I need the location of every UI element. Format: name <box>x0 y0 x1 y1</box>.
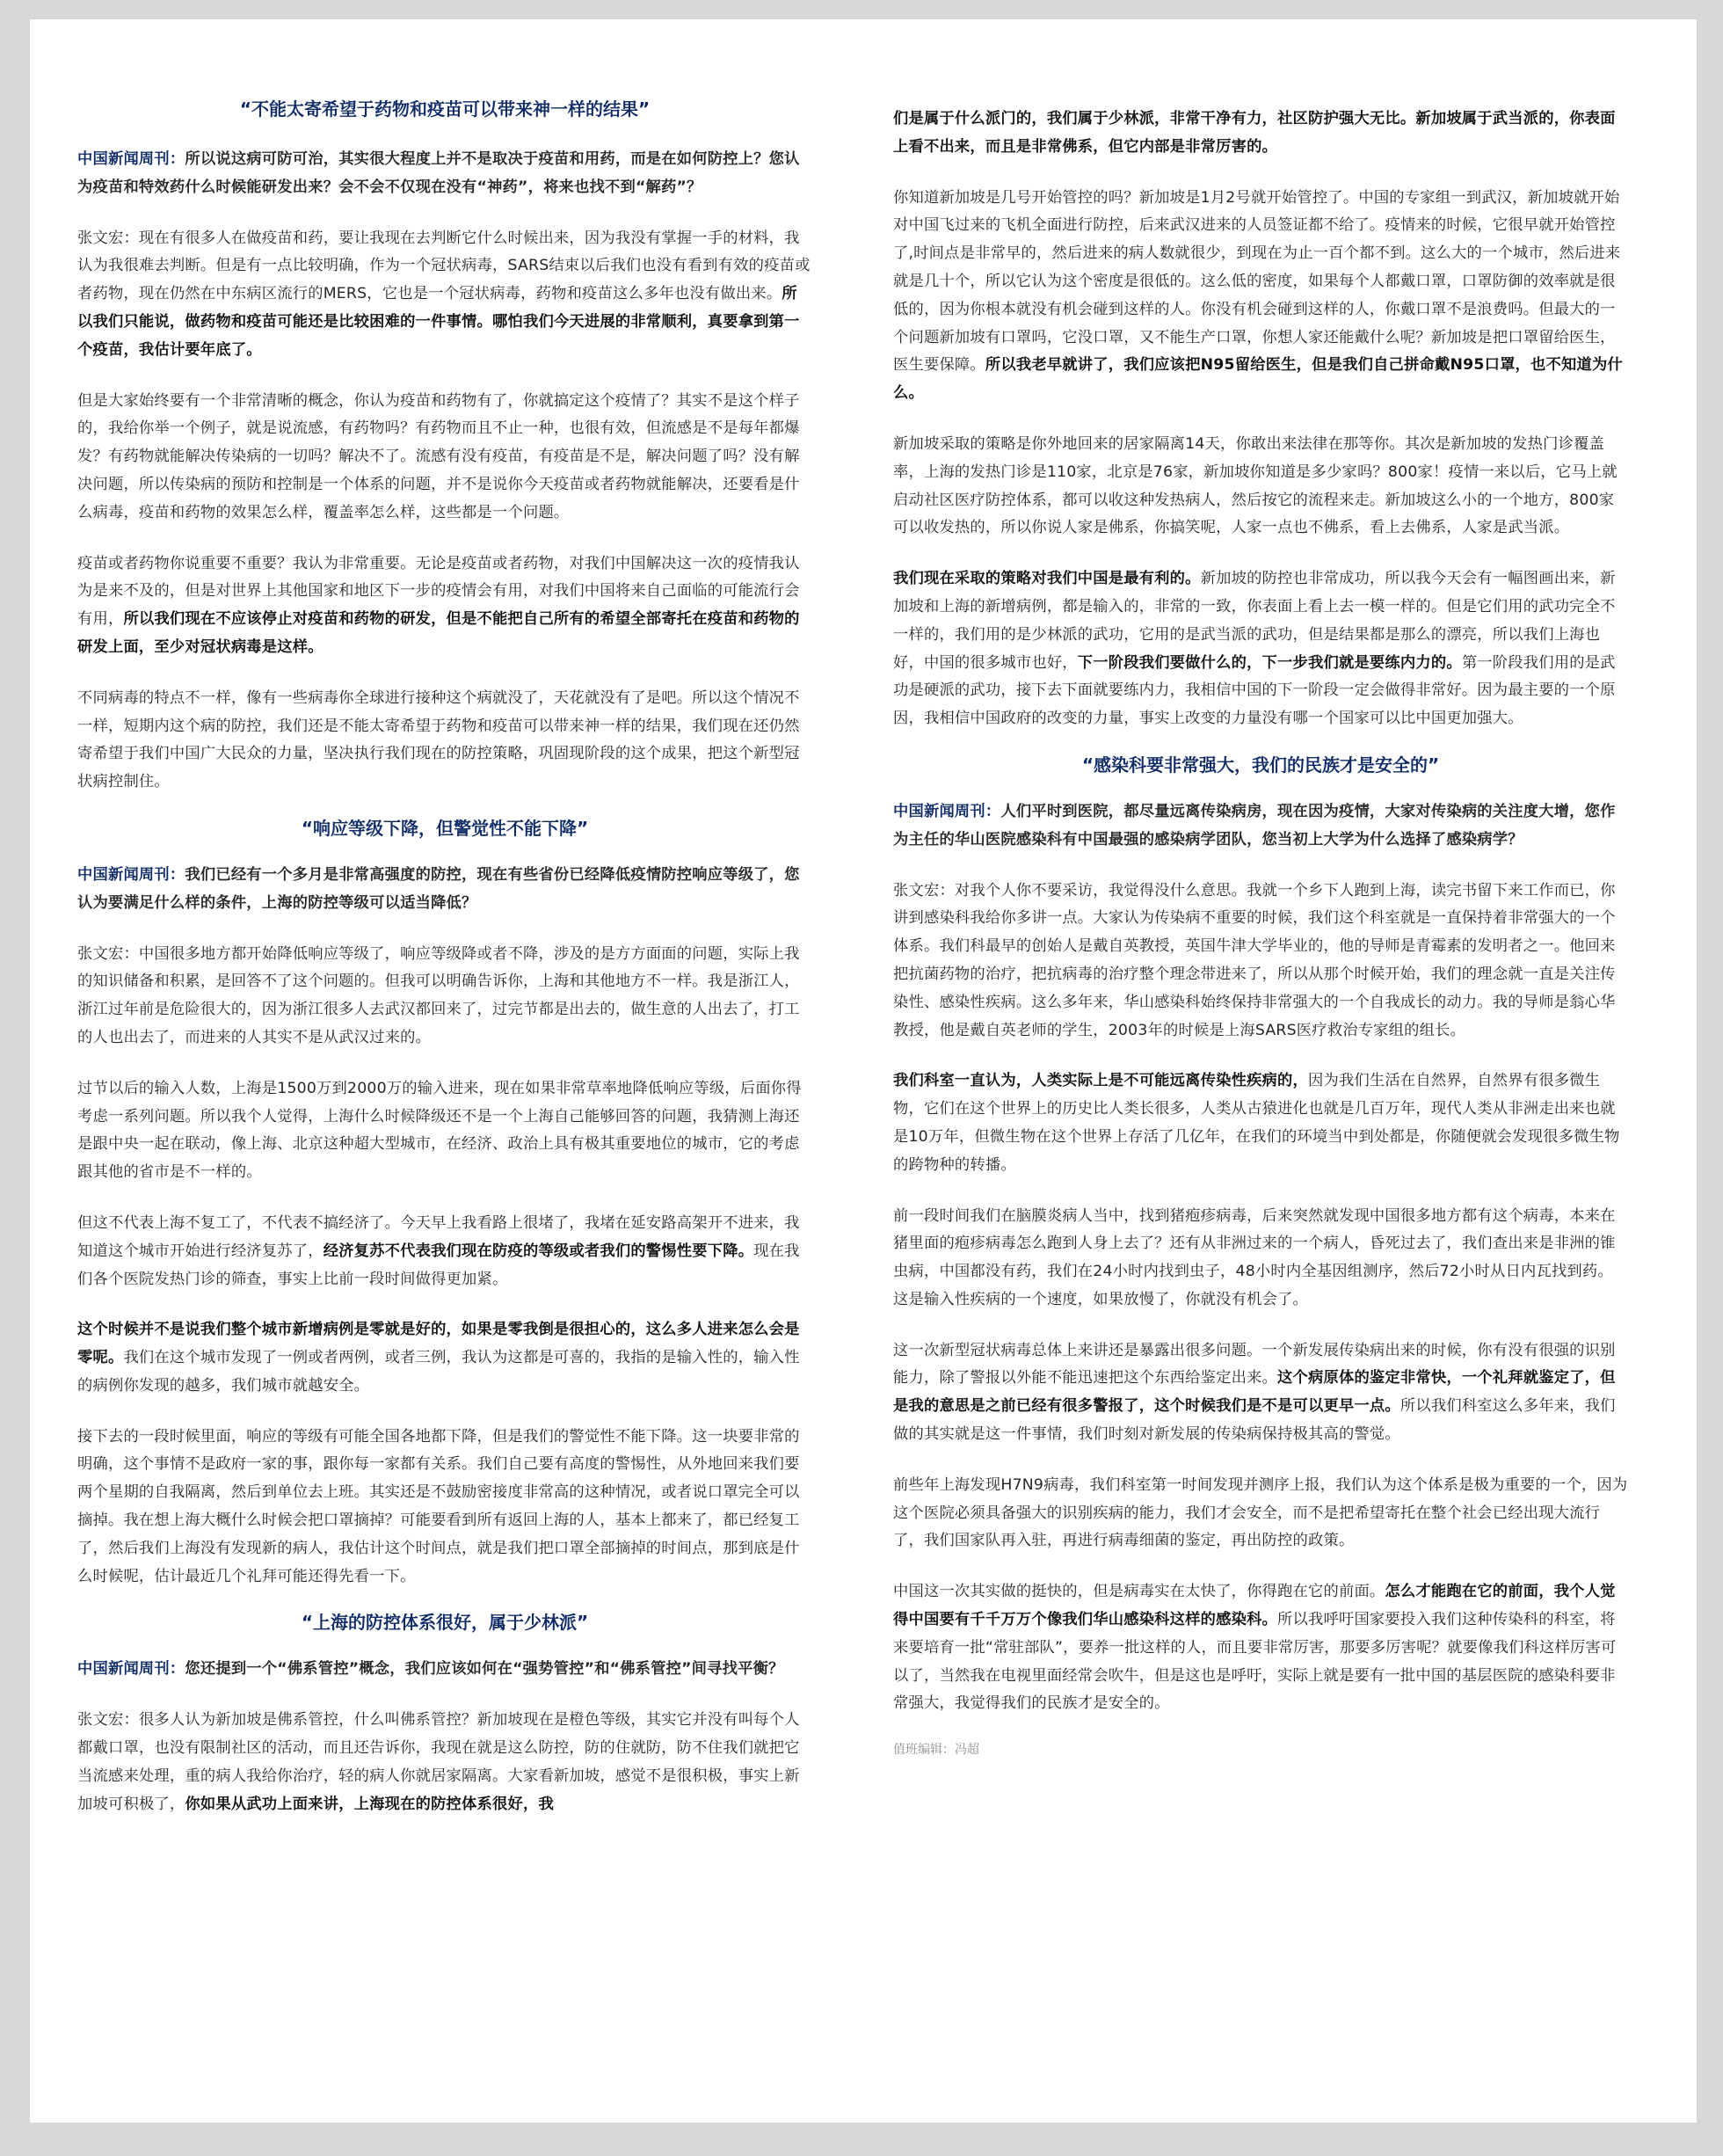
paragraph: 过节以后的输入人数，上海是1500万到2000万的输入进来，现在如果非常草率地降低响应等级，后面你得考虑一系列问题。所以我个人觉得，上海什么时候降级还不是一个上海自己能够回答的问题，我猜测上海还是跟中央一起在联动，像上海、北京这种超大型城市，在经济、政治上具有极其重要地位的城市，它的考虑跟其他的省市是不一样的。 <box>77 1079 802 1182</box>
paragraph: 们是属于什么派门的，我们属于少林派，非常干净有力，社区防护强大无比。新加坡属于武当派的，你表面上看不出来，而且是非常佛系，但它内部是非常厉害的。 <box>893 110 1616 156</box>
paragraph-text: 张文宏：很多人认为新加坡是佛系管控，什么叫佛系管控？新加坡现在是橙色等级，其实它并没有叫每个人都戴口罩，也没有限制社区的活动，而且还告诉你，我现在就是这么防控，防的住就防，防不住我们就把它当流感来处理，重的病人我给你治疗，轻的病人你就居家隔离。大家看新加坡，感觉不是很积极，事实上新加坡可积极了， <box>77 1711 800 1813</box>
question-speaker: 中国新闻周刊： <box>893 802 1001 820</box>
bold-text: 下一阶段我们要做什么的，下一步我们就是要练内力的。 <box>1077 653 1462 672</box>
paragraph: 接下去的一段时候里面，响应的等级有可能全国各地都下降，但是我们的警觉性不能下降。这一块要非常的明确，这个事情不是政府一家的事，跟你每一家都有关系。我们自己要有高度的警惕性，从外地回来我们要两个星期的自我隔离，然后到单位去上班。其实还是不鼓励密接度非常高的这种情况，或者说口罩完全可以摘掉。我在想上海大概什么时候会把口罩摘掉？可能要看到所有返回上海的人，基本上都来了，都已经复工了，然后我们上海没有发现新的病人，我估计这个时间点，就是我们把口罩全部摘掉的时间点，那到底是什么时候呢，估计最近几个礼拜可能还得先看一下。 <box>77 1427 800 1585</box>
question-speaker: 中国新闻周刊： <box>77 150 185 168</box>
bold-text: 经济复苏不代表我们现在防疫的等级或者我们的警惕性要下降。 <box>323 1242 754 1260</box>
paragraph-text: 现在我们各个医院发热门诊的筛查，事实上比前一段时间做得更加紧。 <box>77 1242 800 1288</box>
interview-question <box>77 146 812 202</box>
paragraph: 但是大家始终要有一个非常清晰的概念，你认为疫苗和药物有了，你就搞定这个疫情了？其实不是这个样子的，我给你举一个例子，就是说流感，有药物吗？有药物而且不止一种，也很有效，但流感是不是每年都爆发？有药物就能解决传染病的一切吗？解决不了。流感有没有疫苗，有疫苗是不是，解决问题了吗？没有解决问题，所以传染病的预防和控制是一个体系的问题，并不是说你今天疫苗或者药物就能解决，还要看是什么病毒，疫苗和药物的效果怎么样，覆盖率怎么样，这些都是一个问题。 <box>77 391 800 521</box>
paragraph: 不同病毒的特点不一样，像有一些病毒你全球进行接种这个病就没了，天花就没有了是吧。所以这个情况不一样，短期内这个病的防控，我们还是不能太寄希望于药物和疫苗可以带来神一样的结果，我们现在还仍然寄希望于我们中国广大民众的力量，坚决执行我们现在的防控策略，巩固现阶段的这个成果，把这个新型冠状病控制住。 <box>77 688 800 791</box>
paragraph <box>893 565 1628 733</box>
bold-text: 所以我们现在不应该停止对疫苗和药物的研发，但是不能把自己所有的希望全部寄托在疫苗和药物的研发上面，至少对冠状病毒是这样。 <box>77 610 800 656</box>
bold-text: 所以我们只能说，做药物和疫苗可能还是比较困难的一件事情。哪怕我们今天进展的非常顺利，真要拿到第一个疫苗，我估计要年底了。 <box>77 285 800 359</box>
paragraph: 前一段时间我们在脑膜炎病人当中，找到猪疱疹病毒，后来突然就发现中国很多地方都有这个病毒，本来在猪里面的疱疹病毒怎么跑到人身上去了？还有从非洲过来的一个病人，昏死过去了，我们查出来是非洲的锥虫病，中国都没有药，我们在24小时内找到虫子，48小时内全基因组测序，然后72小时从日内瓦找到药。这是输入性疾病的一个速度，如果放慢了，你就没有机会了。 <box>893 1206 1616 1308</box>
question-speaker: 中国新闻周刊： <box>77 865 185 884</box>
paragraph-text: 因为我们生活在自然界，自然界有很多微生物，它们在这个世界上的历史比人类长很多，人类从古猿进化也就是几百万年，现代人类从非洲走出来也就是10万年，但微生物在这个世界上存活了几亿年，在我们的环境当中到处都是，你随便就会发现很多微生物的跨物种的转播。 <box>893 1072 1620 1174</box>
bold-text: 这个病原体的鉴定非常快，一个礼拜就鉴定了，但是我的意思是之前已经有很多警报了，这个时候我们是不是可以更早一点。 <box>893 1369 1616 1416</box>
bold-text: 这个时候并不是说我们整个城市新增病例是零就是好的，如果是零我倒是很担心的，这么多人进来怎么会是零呢。 <box>77 1321 800 1367</box>
paragraph-text: 所以我们科室这么多年来，我们做的其实就是这一件事情，我们时刻对新发展的传染病保持极其高的警觉。 <box>893 1397 1616 1444</box>
section-heading-response-level: “响应等级下降，但警觉性不能下降” <box>301 817 589 839</box>
section-heading-vaccine: “不能太寄希望于药物和疫苗可以带来神一样的结果” <box>239 98 651 120</box>
paragraph <box>893 185 1628 408</box>
paragraph-text: 你知道新加坡是几号开始管控的吗？新加坡是1月2号就开始管控了。中国的专家组一到武汉，新加坡就开始对中国飞过来的飞机全面进行防控，后来武汉进来的人员签证都不给了。疫情来的时候，它很早就开始管控了,时间点是非常早的，然后进来的病人数就很少，到现在为止一百个都不到。这么大的一个城市，然后进来就是几十个，所以它认为这个密度是很低的。这么低的密度，如果每个人都戴口罩，口罩防御的效率就是很低的，因为你根本就没有机会碰到这样的人。你没有机会碰到这样的人，你戴口罩不是浪费吗。但最大的一个问题新加坡有口罩吗，它没口罩，又不能生产口罩，你想人家还能戴什么呢？新加坡是把口罩留给医生，医生要保障。 <box>893 188 1621 375</box>
interview-question <box>77 1656 812 1684</box>
paragraph: 新加坡采取的策略是你外地回来的居家隔离14天，你敢出来法律在那等你。其次是新加坡的发热门诊覆盖率，上海的发热门诊是110家，北京是76家，新加坡你知道是多少家吗？800家！疫情一来以后，它马上就启动社区医疗防控体系，都可以收这种发热病人，然后按它的流程来走。新加坡这么小的一个地方，800家可以收发热的，所以你说人家是佛系，你搞笑呢，人家一点也不佛系，看上去佛系，人家是武当派。 <box>893 434 1618 537</box>
paragraph-text: 但这不代表上海不复工了，不代表不搞经济了。今天早上我看路上很堵了，我堵在延安路高架开不进来，我知道这个城市开始进行经济复苏了， <box>77 1213 800 1260</box>
paragraph-text: 我们在这个城市发现了一例或者两例，或者三例，我认为这都是可喜的，我指的是输入性的，输入性的病例你发现的越多，我们城市就越安全。 <box>77 1349 800 1395</box>
paragraph <box>77 1316 812 1400</box>
paragraph: 前些年上海发现H7N9病毒，我们科室第一时间发现并测序上报，我们认为这个体系是极为重要的一个，因为这个医院必须具备强大的识别疾病的能力，我们才会安全，而不是把希望寄托在整个社会已经出现大流行了，我们国家队再入驻，再进行病毒细菌的鉴定，再出防控的政策。 <box>893 1475 1628 1550</box>
paragraph-text: 这一次新型冠状病毒总体上来讲还是暴露出很多问题。一个新发展传染病出来的时候，你有没有很强的识别能力，除了警报以外能不能迅速把这个东西给鉴定出来。 <box>893 1341 1616 1388</box>
paragraph <box>893 1578 1628 1718</box>
question-speaker: 中国新闻周刊： <box>77 1660 185 1679</box>
article-page <box>30 19 1697 2123</box>
question-text: 人们平时到医院，都尽量远离传染病房，现在因为疫情，大家对传染病的关注度大增，您作为主任的华山医院感染科有中国最强的感染病学团队，您当初上大学为什么选择了感染病学？ <box>893 802 1616 849</box>
section-heading-infectious-dept: “感染科要非常强大，我们的民族才是安全的” <box>1081 754 1440 776</box>
bold-text: 怎么才能跑在它的前面，我个人觉得中国要有千千万万个像我们华山感染科这样的感染科。 <box>893 1583 1616 1629</box>
question-text: 所以说这病可防可治，其实很大程度上并不是取决于疫苗和用药，而是在如何防控上？您认为疫苗和特效药什么时候能研发出来？会不会不仅现在没有“神药”，将来也找不到“解药”？ <box>77 150 800 196</box>
bold-text: 所以我老早就讲了，我们应该把N95留给医生，但是我们自己拼命戴N95口罩，也不知道为什么。 <box>893 356 1623 403</box>
bold-text: 我们现在采取的策略对我们中国是最有利的。 <box>893 570 1201 588</box>
paragraph-text: 新加坡的防控也非常成功，所以我今天会有一幅图画出来，新加坡和上海的新增病例，都是输入的，非常的一致，你表面上看上去一模一样的。但是它们用的武功完全不一样的，我们用的是少林派的武功，它用的是武当派的武功，但是结果都是那么的漂亮，所以我们上海也好，中国的很多城市也好， <box>893 570 1616 672</box>
paragraph <box>77 225 812 365</box>
paragraph-text: 第一阶段我们用的是武功是硬派的武功，接下去下面就要练内力，我相信中国的下一阶段一定会做得非常好。因为最主要的一个原因，我相信中国政府的改变的力量，事实上改变的力量没有哪一个国家可以比中国更加强大。 <box>893 653 1616 728</box>
section-heading-shanghai-shaolin: “上海的防控体系很好，属于少林派” <box>301 1612 589 1634</box>
paragraph <box>893 1067 1628 1179</box>
paragraph-text: 中国这一次其实做的挺快的，但是病毒实在太快了，你得跑在它的前面。 <box>893 1583 1385 1601</box>
bold-text: 我们科室一直认为，人类实际上是不可能远离传染性疾病的， <box>893 1072 1308 1090</box>
question-text: 我们已经有一个多月是非常高强度的防控，现在有些省份已经降低疫情防控响应等级了，您认为要满足什么样的条件，上海的防控等级可以适当降低？ <box>77 865 800 912</box>
left-column <box>77 19 812 1818</box>
duty-editor: 值班编辑：冯超 <box>893 1743 979 1758</box>
bold-text: 你如果从武功上面来讲，上海现在的防控体系很好，我 <box>185 1795 554 1813</box>
interview-question <box>77 862 812 918</box>
paragraph: 张文宏：对我个人你不要采访，我觉得没什么意思。我就一个乡下人跑到上海，读完书留下来工作而已，你讲到感染科我给你多讲一点。大家认为传染病不重要的时候，我们这个科室就是一直保持着非常强大的一个体系。我们科最早的创始人是戴自英教授，英国牛津大学毕业的，他的导师是青霉素的发明者之一。他回来把抗菌药物的治疗，把抗病毒的治疗整个理念带进来了，所以从那个时候开始，我们的理念就一直是关注传染性、感染性疾病。这么多年来，华山感染科始终保持非常强大的一个自我成长的动力。我的导师是翁心华教授，他是戴自英老师的学生，2003年的时候是上海SARS医疗救治专家组的组长。 <box>893 881 1616 1039</box>
paragraph <box>77 1210 812 1293</box>
paragraph-text: 张文宏：现在有很多人在做疫苗和药，要让我现在去判断它什么时候出来，因为我没有掌握一手的材料，我认为我很难去判断。但是有一点比较明确，作为一个冠状病毒，SARS结束以后我们也没有看到有效的疫苗或者药物，现在仍然在中东病区流行的MERS，它也是一个冠状病毒，药物和疫苗这么多年也没有做出来。 <box>77 229 811 303</box>
paragraph-text: 疫苗或者药物你说重要不重要？我认为非常重要。无论是疫苗或者药物，对我们中国解决这一次的疫情我认为是来不及的，但是对世界上其他国家和地区下一步的疫情会有用，对我们中国将来自己面临的可能流行会有用， <box>77 554 800 629</box>
paragraph-text: 所以我呼吁国家要投入我们这种传染科的科室，将来要培育一批“常驻部队”，要养一批这样的人，而且要非常厉害，那要多厉害呢？就要像我们科这样厉害可以了，当然我在电视里面经常会吹牛，但是这也是呼吁，实际上就是要有一批中国的基层医院的感染科要非常强大，我觉得我们的民族才是安全的。 <box>893 1611 1617 1713</box>
interview-question <box>893 798 1628 855</box>
paragraph <box>77 550 812 662</box>
paragraph: 张文宏：中国很多地方都开始降低响应等级了，响应等级降或者不降，涉及的是方方面面的问题，实际上我的知识储备和积累，是回答不了这个问题的。但我可以明确告诉你，上海和其他地方不一样。我是浙江人，浙江过年前是危险很大的，因为浙江很多人去武汉都回来了，过完节都是出去的，做生意的人出去了，打工的人也出去了，而进来的人其实不是从武汉过来的。 <box>77 944 800 1046</box>
right-column <box>893 19 1628 1759</box>
question-text: 您还提到一个“佛系管控”概念，我们应该如何在“强势管控”和“佛系管控”间寻找平衡？ <box>185 1660 784 1679</box>
paragraph <box>77 1707 812 1818</box>
paragraph <box>893 1337 1628 1449</box>
